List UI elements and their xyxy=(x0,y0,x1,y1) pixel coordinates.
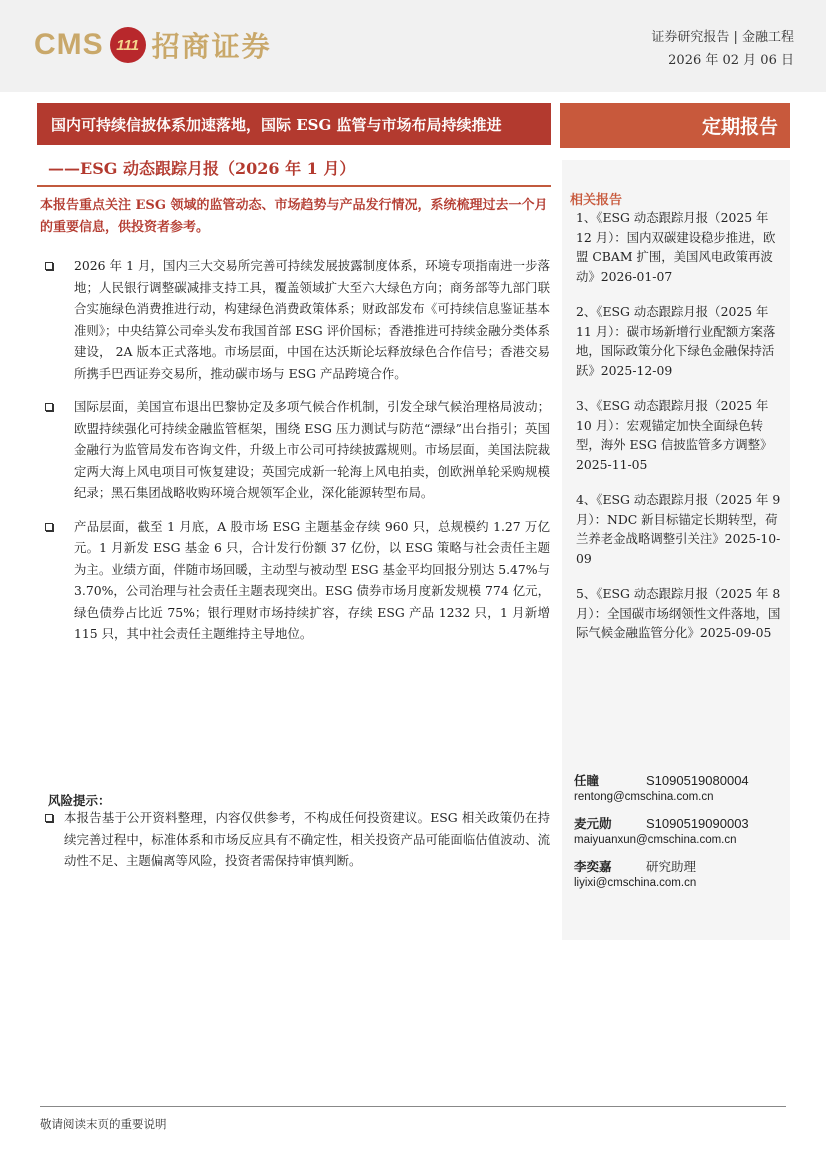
summary-paragraph: 本报告重点关注 ESG 领域的监管动态、市场趋势与产品发行情况，系统梳理过去一个月的重要信息，供投资者参考。 xyxy=(40,198,548,235)
risk-text: 本报告基于公开资料整理，内容仅供参考，不构成任何投资建议。ESG 相关政策仍在持续完善过程中，标准体系和市场反应具有不确定性，相关投资产品可能面临估值波动、流动性不足、主题偏离等风险，投资者需保持审慎判断。 xyxy=(64,810,550,868)
analyst-name: 麦元勋 xyxy=(574,816,612,831)
logo-chinese: 招商证券 xyxy=(151,30,272,63)
related-report-item[interactable]: 2、《ESG 动态跟踪月报（2025 年 11 月）：碳市场新增行业配额方案落地，国际政策分化下绿色金融保持活跃》2025-12-09 xyxy=(576,304,776,378)
report-subtitle: ——ESG 动态跟踪月报（2026 年 1 月） xyxy=(48,159,356,178)
title-divider xyxy=(37,185,551,187)
related-reports-list xyxy=(576,208,782,659)
risk-title: 风险提示： xyxy=(48,793,111,808)
key-point-text: 2026 年 1 月，国内三大交易所完善可持续发展披露制度体系，环境专项指南进一步落地；人民银行调整碳减排支持工具，覆盖领域扩大至六大绿色方向；商务部等九部门联合实施绿色消费推进行动，构建绿色消费政策体系；财政部发布《可持续信息鉴证基本准则》；中央结算公司牵头发布我国首部 ESG 评价国标；香港推进可持续金融分类体系建设， 2A 版本正式落地。市场层面，中国在达沃斯论坛释放绿色合作信号；香港交易所携手巴西证券交易所，推动碳市场与 ESG 产品跨境合作。 xyxy=(74,258,550,381)
footer-note: 敬请阅读末页的重要说明 xyxy=(40,1117,167,1131)
key-point-domestic xyxy=(40,255,550,384)
bullet-square-icon xyxy=(45,262,53,270)
key-point-text: 国际层面，美国宣布退出巴黎协定及多项气候合作机制，引发全球气候治理格局波动；欧盟持续强化可持续金融监管框架，围绕 ESG 压力测试与防范“漂绿”出台指引；英国金融行为监管局发布咨询文件，升级上市公司可持续披露规则。市场层面，美国法院裁定两大海上风电项目可恢复建设；英国完成新一轮海上风电拍卖，创欧洲单轮采购规模纪录；黑石集团战略收购环境合规领军企业，深化能源转型布局。 xyxy=(74,399,550,500)
bullet-square-icon xyxy=(45,523,53,531)
report-type-tag: 定期报告 xyxy=(560,103,790,148)
analyst-name: 任瞳 xyxy=(574,773,600,788)
key-point-international xyxy=(40,396,550,504)
related-reports-title: 相关报告 xyxy=(570,193,623,208)
analyst-license: S1090519090003 xyxy=(646,816,749,831)
analyst-row xyxy=(574,814,784,834)
key-point-products xyxy=(40,516,550,645)
footer-divider xyxy=(40,1106,786,1107)
risk-text-block xyxy=(40,807,550,872)
analyst-row xyxy=(574,857,784,877)
bullet-square-icon xyxy=(45,403,53,411)
report-category: 证券研究报告 | 金融工程 xyxy=(651,30,794,45)
key-point-text: 产品层面，截至 1 月底，A 股市场 ESG 主题基金存续 960 只，总规模约 1.27 万亿元。1 月新发 ESG 基金 6 只，合计发行份额 37 亿份，以 ESG 策略与社会责任主题为主。业绩方面，伴随市场回暖，主动型与被动型 ESG 基金平均回报分别达 5.47%与 3.70%，公司治理与社会责任主题表现突出。ESG 债券市场月度新发规模 774 亿元，绿色债券占比近 75%；银行理财市场持续扩容，存续 ESG 产品 1232 只，1 月新增 115 只，其中社会责任主题维持主导地位。 xyxy=(74,518,550,641)
bullet-square-icon xyxy=(45,814,53,822)
analyst-name: 李奕嘉 xyxy=(574,859,612,874)
logo-mark-icon: 111 xyxy=(110,27,146,63)
analyst-row xyxy=(574,771,784,791)
analyst-list xyxy=(574,771,784,900)
logo-latin: CMS xyxy=(34,28,104,61)
analyst-license: S1090519080004 xyxy=(646,773,749,788)
company-logo xyxy=(34,20,272,70)
related-report-item[interactable]: 4、《ESG 动态跟踪月报（2025 年 9 月）：NDC 新目标锚定长期转型，荷兰养老金战略调整引关注》2025-10-09 xyxy=(576,492,781,566)
key-points xyxy=(40,255,550,657)
analyst-role: 研究助理 xyxy=(646,859,697,874)
related-report-item[interactable]: 5、《ESG 动态跟踪月报（2025 年 8 月）：全国碳市场纲领性文件落地，国际气候金融监管分化》2025-09-05 xyxy=(576,586,781,640)
related-report-item[interactable]: 1、《ESG 动态跟踪月报（2025 年 12 月）：国内双碳建设稳步推进，欧盟 CBAM 扩围，美国风电政策再波动》2026-01-07 xyxy=(576,210,776,284)
analyst-email[interactable]: maiyuanxun@cmschina.com.cn xyxy=(574,834,737,846)
analyst-email[interactable]: liyixi@cmschina.com.cn xyxy=(574,877,697,889)
report-date: 2026 年 02 月 06 日 xyxy=(668,53,794,68)
related-report-item[interactable]: 3、《ESG 动态跟踪月报（2025 年 10 月）：宏观锚定加快全面绿色转型，海外 ESG 信披监管多方调整》2025-11-05 xyxy=(576,398,773,472)
analyst-email[interactable]: rentong@cmschina.com.cn xyxy=(574,791,714,803)
report-title: 国内可持续信披体系加速落地，国际 ESG 监管与市场布局持续推进 xyxy=(37,103,551,145)
